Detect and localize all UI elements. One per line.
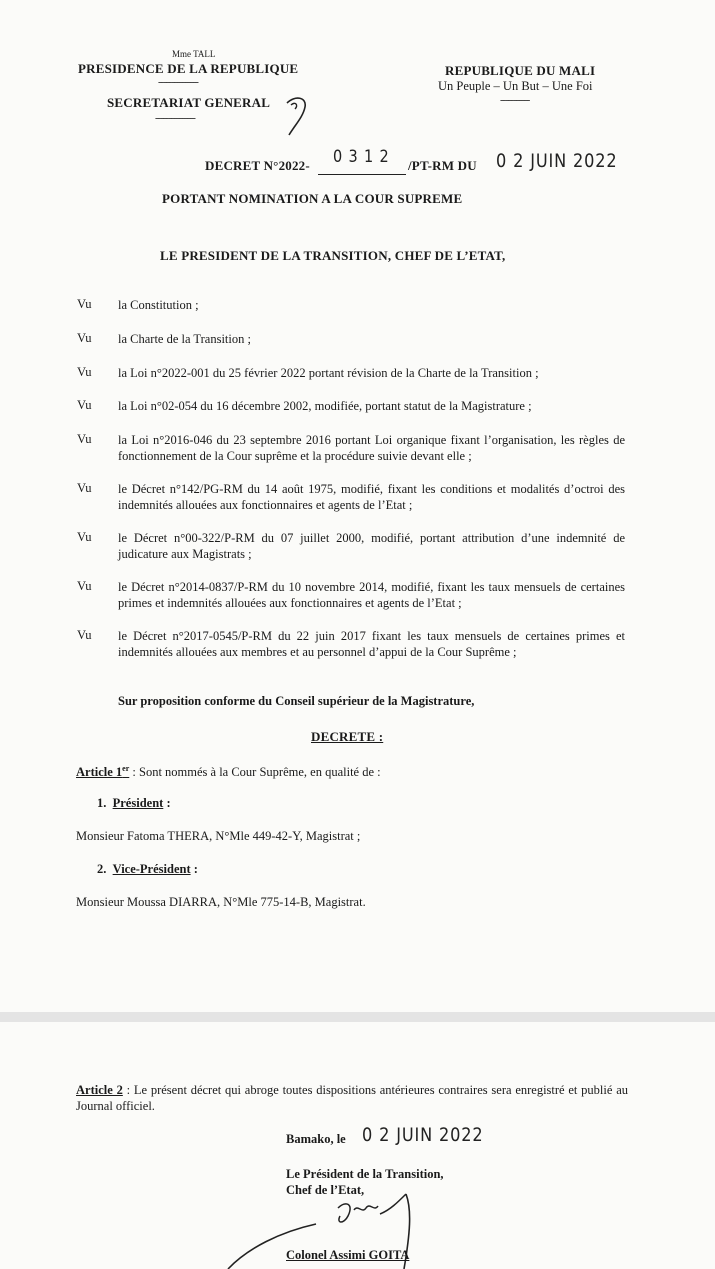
decrete-heading: DECRETE : [311,729,384,744]
appointee-vice-president: Monsieur Moussa DIARRA, N°Mle 775-14-B, Magistrat. [76,895,366,909]
document-page-2 [0,1022,715,1269]
vu-label: Vu [77,530,92,544]
decree-authority: LE PRESIDENT DE LA TRANSITION, CHEF DE L’ETAT, [160,248,506,263]
article-2-text: : Le présent décret qui abroge toutes dispositions antérieures contraires sera enregistré et publié au Journal officiel. [76,1083,629,1113]
vu-label: Vu [77,331,92,345]
left-header-title: PRESIDENCE DE LA REPUBLIQUE [78,61,299,76]
decree-prefix: DECRET N°2022- [205,158,310,173]
article-1-label: Article 1er [76,764,130,780]
right-header-dashes: ----------- [500,94,530,106]
article-2 [76,1082,628,1114]
vu-label: Vu [77,481,92,495]
visa-item: la Loi n°2016-046 du 23 septembre 2016 portant Loi organique fixant l’organisation, les règles de fonctionnement de la Cour suprême et la procédure suivie devant elle ; [118,433,625,463]
left-header-dashes: --------------- [158,76,198,88]
visa-item: le Décret n°2014-0837/P-RM du 10 novembre 2014, modifié, fixant les taux mensuels de certaines primes et indemnités allouées aux fonctionnaires et agents de l’Etat ; [118,580,625,610]
visa-item: le Décret n°142/PG-RM du 14 août 1975, modifié, fixant les conditions et modalités d’octroi des indemnités allouées aux fonctionnaires et agents de l’Etat ; [118,482,625,512]
right-header-motto: Un Peuple – Un But – Une Foi [438,79,593,93]
left-header-subtitle: SECRETARIAT GENERAL [107,95,271,110]
visa-item: la Charte de la Transition ; [118,332,251,346]
vu-label: Vu [77,579,92,593]
visa-item: le Décret n°00-322/P-RM du 07 juillet 2000, modifié, portant attribution d’une indemnité de judicature aux Magistrats ; [118,531,625,561]
initial-paraph-mark [283,93,313,139]
signatory-title-2: Chef de l’Etat, [286,1183,365,1197]
visa-item: le Décret n°2017-0545/P-RM du 22 juin 2017 fixant les taux mensuels de certaines primes et indemnités allouées aux membres et au personnel d’appui de la Cour Suprême ; [118,629,625,659]
vu-label: Vu [77,398,92,412]
proposal-line: Sur proposition conforme du Conseil supérieur de la Magistrature, [118,694,475,708]
initials: Mme TALL [172,49,216,59]
role-president: Président [112,796,164,810]
vu-label: Vu [77,365,92,379]
decree-number: 0 3 1 2 [333,147,390,167]
visa-item: la Loi n°02-054 du 16 décembre 2002, modifiée, portant statut de la Magistrature ; [118,399,532,413]
decree-subject: PORTANT NOMINATION A LA COUR SUPREME [162,191,463,206]
signature-date: 0 2 JUIN 2022 [362,1124,484,1146]
article-1-text: : Sont nommés à la Cour Suprême, en qualité de : [129,765,381,780]
article-1-item-1: 1. Président : [97,796,171,810]
decree-date: 0 2 JUIN 2022 [496,150,618,172]
signature-place: Bamako, le [286,1132,346,1146]
role-vice-president: Vice-Président [112,862,191,876]
article-1-item-2: 2. Vice-Président : [97,862,198,876]
signatory-name: Colonel Assimi GOITA [286,1248,410,1262]
vu-label: Vu [77,297,92,311]
decree-middle: /PT-RM DU [408,158,477,173]
right-header-title: REPUBLIQUE DU MALI [445,63,596,78]
article-2-label: Article 2 [76,1083,123,1097]
appointee-president: Monsieur Fatoma THERA, N°Mle 449-42-Y, Magistrat ; [76,829,361,843]
visa-item: la Constitution ; [118,298,199,312]
vu-label: Vu [77,432,92,446]
article-1 [76,764,381,780]
signatory-title-1: Le Président de la Transition, [286,1167,444,1181]
vu-label: Vu [77,628,92,642]
visa-item: la Loi n°2022-001 du 25 février 2022 portant révision de la Charte de la Transition ; [118,366,539,380]
left-header-sub-dashes: --------------- [155,112,195,124]
